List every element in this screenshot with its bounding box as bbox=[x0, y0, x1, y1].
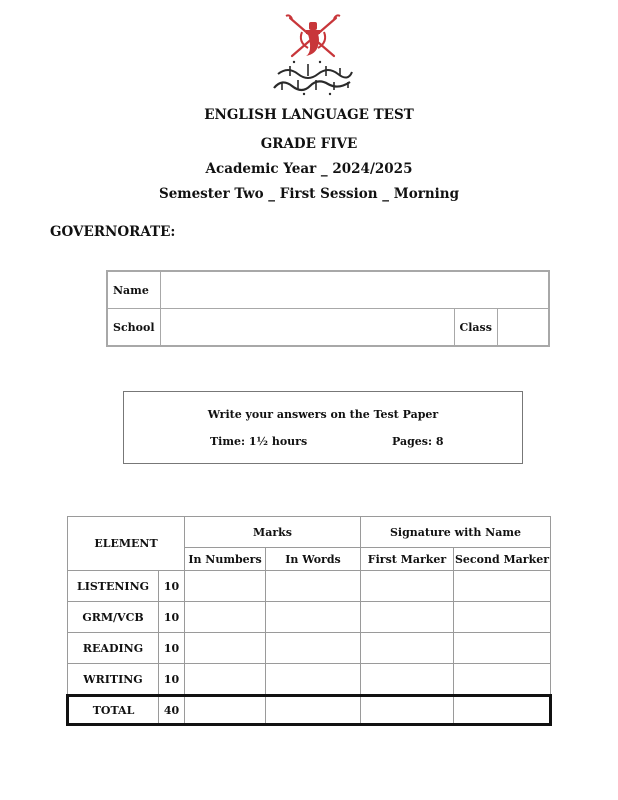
second-marker-header: Second Marker bbox=[454, 548, 551, 571]
total-second-marker-cell[interactable] bbox=[454, 696, 551, 725]
second-marker-cell[interactable] bbox=[454, 602, 551, 633]
total-max-mark: 40 bbox=[159, 696, 185, 725]
school-field[interactable] bbox=[160, 309, 454, 347]
element-header: ELEMENT bbox=[68, 517, 185, 571]
signature-header: Signature with Name bbox=[361, 517, 551, 548]
mark-words-cell[interactable] bbox=[266, 602, 361, 633]
time-allowed: Time: 1½ hours bbox=[210, 435, 308, 448]
in-words-header: In Words bbox=[266, 548, 361, 571]
total-label: TOTAL bbox=[68, 696, 159, 725]
marks-table bbox=[66, 516, 552, 726]
academic-year: Academic Year _ 2024/2025 bbox=[205, 161, 413, 177]
mark-numbers-cell[interactable] bbox=[185, 571, 266, 602]
mark-words-cell[interactable] bbox=[266, 633, 361, 664]
student-info-table bbox=[106, 270, 550, 347]
table-row bbox=[68, 602, 551, 633]
max-mark: 10 bbox=[159, 664, 185, 696]
mark-words-cell[interactable] bbox=[266, 664, 361, 696]
element-name: WRITING bbox=[68, 664, 159, 696]
instructions-box bbox=[123, 391, 523, 464]
total-words-cell[interactable] bbox=[266, 696, 361, 725]
total-row bbox=[68, 696, 551, 725]
first-marker-cell[interactable] bbox=[361, 633, 454, 664]
element-name: GRM/VCB bbox=[68, 602, 159, 633]
total-numbers-cell[interactable] bbox=[185, 696, 266, 725]
class-field[interactable] bbox=[497, 309, 549, 347]
grade-label: GRADE FIVE bbox=[260, 136, 358, 152]
governorate-label: GOVERNORATE: bbox=[50, 224, 176, 240]
element-name: READING bbox=[68, 633, 159, 664]
second-marker-cell[interactable] bbox=[454, 633, 551, 664]
mark-numbers-cell[interactable] bbox=[185, 633, 266, 664]
max-mark: 10 bbox=[159, 571, 185, 602]
mark-numbers-cell[interactable] bbox=[185, 602, 266, 633]
name-label: Name bbox=[107, 271, 160, 309]
second-marker-cell[interactable] bbox=[454, 664, 551, 696]
first-marker-cell[interactable] bbox=[361, 664, 454, 696]
in-numbers-header: In Numbers bbox=[185, 548, 266, 571]
max-mark: 10 bbox=[159, 602, 185, 633]
session-info: Semester Two _ First Session _ Morning bbox=[158, 186, 460, 202]
first-marker-header: First Marker bbox=[361, 548, 454, 571]
second-marker-cell[interactable] bbox=[454, 571, 551, 602]
name-field[interactable] bbox=[160, 271, 549, 309]
mark-numbers-cell[interactable] bbox=[185, 664, 266, 696]
table-row bbox=[68, 664, 551, 696]
table-row bbox=[68, 571, 551, 602]
total-first-marker-cell[interactable] bbox=[361, 696, 454, 725]
table-row bbox=[68, 633, 551, 664]
marks-header: Marks bbox=[185, 517, 361, 548]
first-marker-cell[interactable] bbox=[361, 602, 454, 633]
ministry-emblem bbox=[268, 12, 358, 98]
first-marker-cell[interactable] bbox=[361, 571, 454, 602]
page-count: Pages: 8 bbox=[392, 435, 444, 448]
school-label: School bbox=[107, 309, 160, 347]
max-mark: 10 bbox=[159, 633, 185, 664]
mark-words-cell[interactable] bbox=[266, 571, 361, 602]
element-name: LISTENING bbox=[68, 571, 159, 602]
instructions-text: Write your answers on the Test Paper bbox=[207, 408, 439, 421]
class-label: Class bbox=[454, 309, 497, 347]
test-title: ENGLISH LANGUAGE TEST bbox=[204, 107, 414, 123]
